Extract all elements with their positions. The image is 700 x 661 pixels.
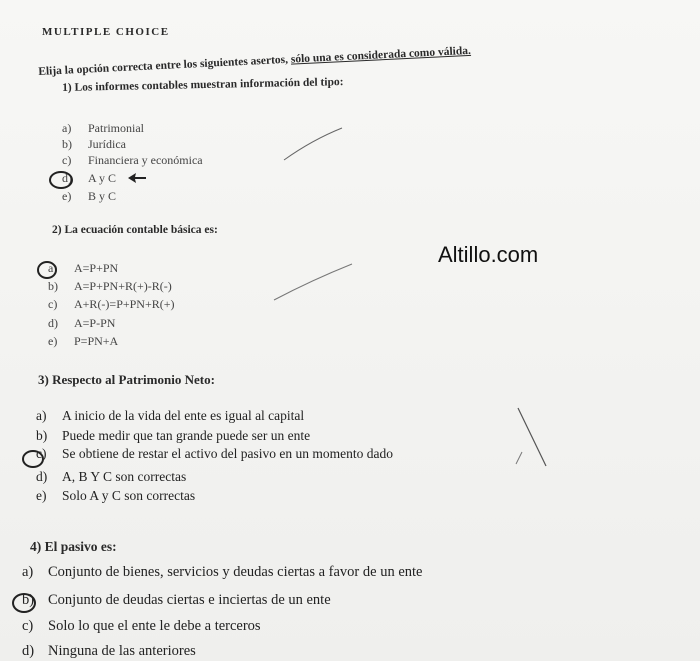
q1-option-e xyxy=(62,189,116,204)
instruction xyxy=(38,45,471,78)
question-3-title: 3) Respecto al Patrimonio Neto: xyxy=(38,372,215,387)
option-letter: e) xyxy=(48,334,58,348)
q4-option-b xyxy=(22,592,331,609)
section-header: MULTIPLE CHOICE xyxy=(42,26,170,38)
option-text: P=PN+A xyxy=(74,334,119,348)
option-text: B y C xyxy=(88,189,117,203)
option-letter: a) xyxy=(48,261,58,275)
q1-option-b xyxy=(62,137,126,152)
option-text: A=P+PN+R(+)-R(-) xyxy=(74,279,172,293)
option-text: Solo A y C son correctas xyxy=(62,488,196,503)
option-text: A=P+PN xyxy=(74,261,119,275)
watermark: Altillo.com xyxy=(438,242,539,267)
option-text: Patrimonial xyxy=(88,121,144,135)
option-text: A y C xyxy=(88,171,117,185)
option-text: Puede medir que tan grande puede ser un ente xyxy=(62,428,311,443)
arrow-left-icon xyxy=(126,172,148,184)
q3-option-c xyxy=(36,446,393,462)
option-letter: d) xyxy=(48,316,58,330)
option-text: Ninguna de las anteriores xyxy=(48,643,196,659)
answer-circle-q1 xyxy=(49,171,73,189)
option-text: Solo lo que el ente le debe a terceros xyxy=(48,618,261,634)
q3-option-d xyxy=(36,469,186,485)
option-letter: d) xyxy=(62,171,72,185)
q1-option-a xyxy=(62,121,144,136)
instruction-underlined: sólo una es considerada como válida. xyxy=(290,44,472,66)
q2-option-b xyxy=(48,279,172,294)
question-1-title: 1) Los informes contables muestran información del tipo: xyxy=(62,76,344,94)
q2-option-a xyxy=(48,261,118,276)
q3-option-a xyxy=(36,408,304,424)
option-letter: b) xyxy=(62,137,72,151)
option-text: Jurídica xyxy=(88,137,126,151)
pen-stroke-mark xyxy=(272,262,356,304)
q1-option-c xyxy=(62,153,203,168)
answer-circle-q4 xyxy=(12,593,36,613)
option-text: A=P-PN xyxy=(74,316,116,330)
option-letter: b) xyxy=(48,279,58,293)
answer-circle-q2 xyxy=(37,261,57,279)
option-letter: a) xyxy=(22,564,34,580)
option-text: A inicio de la vida del ente es igual al capital xyxy=(62,408,305,423)
option-letter: e) xyxy=(36,488,47,503)
q2-option-c xyxy=(48,297,175,312)
instruction-text: Elija la opción correcta entre los siguientes asertos, xyxy=(38,53,292,78)
option-text: A+R(-)=P+PN+R(+) xyxy=(74,297,175,311)
option-letter: a) xyxy=(62,121,72,135)
option-letter: b) xyxy=(36,428,48,443)
question-4-title: 4) El pasivo es: xyxy=(30,539,117,554)
option-letter: c) xyxy=(48,297,58,311)
option-letter: c) xyxy=(22,618,34,634)
option-letter: d) xyxy=(22,643,35,659)
q4-option-c xyxy=(22,618,261,635)
option-text: Financiera y económica xyxy=(88,153,203,167)
q2-option-d xyxy=(48,316,115,331)
q4-option-d xyxy=(22,643,196,660)
q2-option-e xyxy=(48,334,118,349)
option-text: Conjunto de deudas ciertas e inciertas de un ente xyxy=(48,592,331,608)
option-letter: c) xyxy=(36,446,47,461)
option-text: Conjunto de bienes, servicios y deudas ciertas a favor de un ente xyxy=(48,564,423,580)
question-2-title: 2) La ecuación contable básica es: xyxy=(52,224,218,236)
option-text: A, B Y C son correctas xyxy=(62,469,187,484)
option-letter: a) xyxy=(36,408,47,423)
q3-option-e xyxy=(36,488,195,504)
option-text: Se obtiene de restar el activo del pasivo en un momento dado xyxy=(62,446,394,461)
answer-circle-q3 xyxy=(22,450,44,468)
option-letter: d) xyxy=(36,469,48,484)
option-letter: c) xyxy=(62,153,72,167)
option-letter: b) xyxy=(22,592,35,608)
pen-stroke-mark xyxy=(282,126,346,164)
cross-mark xyxy=(510,406,550,470)
q4-option-a xyxy=(22,564,422,581)
option-letter: e) xyxy=(62,189,72,203)
q3-option-b xyxy=(36,428,310,444)
